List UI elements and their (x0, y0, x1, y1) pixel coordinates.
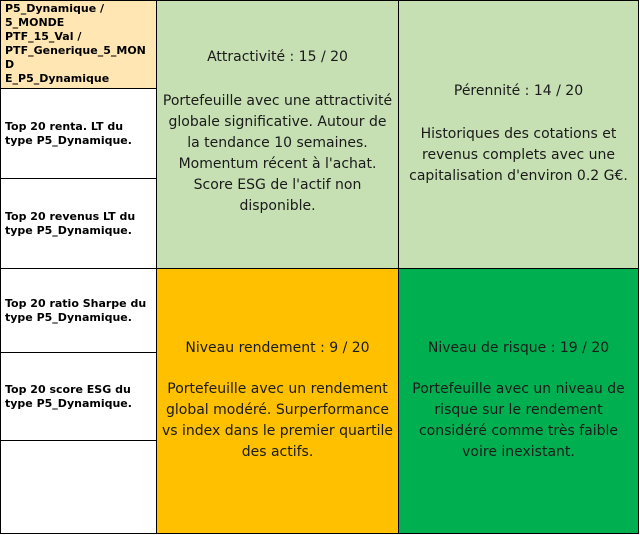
portfolio-header-line: E_P5_Dynamique (5, 72, 110, 85)
portfolio-header-cell (1, 1, 157, 89)
perennite-description: Historiques des cotations et revenus complets avec une capitalisation d'environ 0.2 G€. (409, 126, 628, 184)
criteria-cell-sharpe (1, 269, 157, 353)
risque-description: Portefeuille avec un niveau de risque sur le rendement considéré comme très faible voire inexistant. (412, 381, 625, 460)
attractivite-description: Portefeuille avec une attractivité globale significative. Autour de la tendance 10 semaines. Momentum récent à l'achat. Score ESG de l'actif non disponible. (162, 93, 393, 214)
attractivite-quadrant (157, 1, 399, 269)
risque-quadrant (399, 269, 638, 533)
portfolio-header-line: PTF_15_Val / (5, 30, 82, 43)
criteria-cell-renta (1, 89, 157, 179)
criteria-label: Top 20 revenus LT du type P5_Dynamique. (5, 209, 136, 237)
portfolio-header-line: PTF_Generique_5_MOND (5, 44, 146, 71)
portfolio-header-line: P5_Dynamique / (5, 2, 105, 15)
criteria-label: Top 20 ratio Sharpe du type P5_Dynamique. (5, 296, 147, 324)
rendement-description: Portefeuille avec un rendement global modéré. Surperformance vs index dans le premier quartile des actifs. (161, 381, 394, 460)
criteria-label: Top 20 renta. LT du type P5_Dynamique. (5, 119, 132, 147)
rendement-quadrant (157, 269, 399, 533)
attractivite-title: Attractivité : 15 / 20 (207, 49, 348, 65)
risque-title: Niveau de risque : 19 / 20 (427, 340, 610, 356)
criteria-cell-esg (1, 353, 157, 441)
portfolio-header-lines (5, 2, 152, 86)
perennite-title: Pérennité : 14 / 20 (453, 83, 584, 99)
rendement-title: Niveau rendement : 9 / 20 (185, 340, 370, 356)
criteria-cell-empty (1, 441, 157, 534)
portfolio-header-line: 5_MONDE (5, 16, 65, 29)
criteria-cell-revenus (1, 179, 157, 269)
perennite-quadrant (399, 1, 638, 269)
criteria-label: Top 20 score ESG du type P5_Dynamique. (5, 382, 132, 410)
